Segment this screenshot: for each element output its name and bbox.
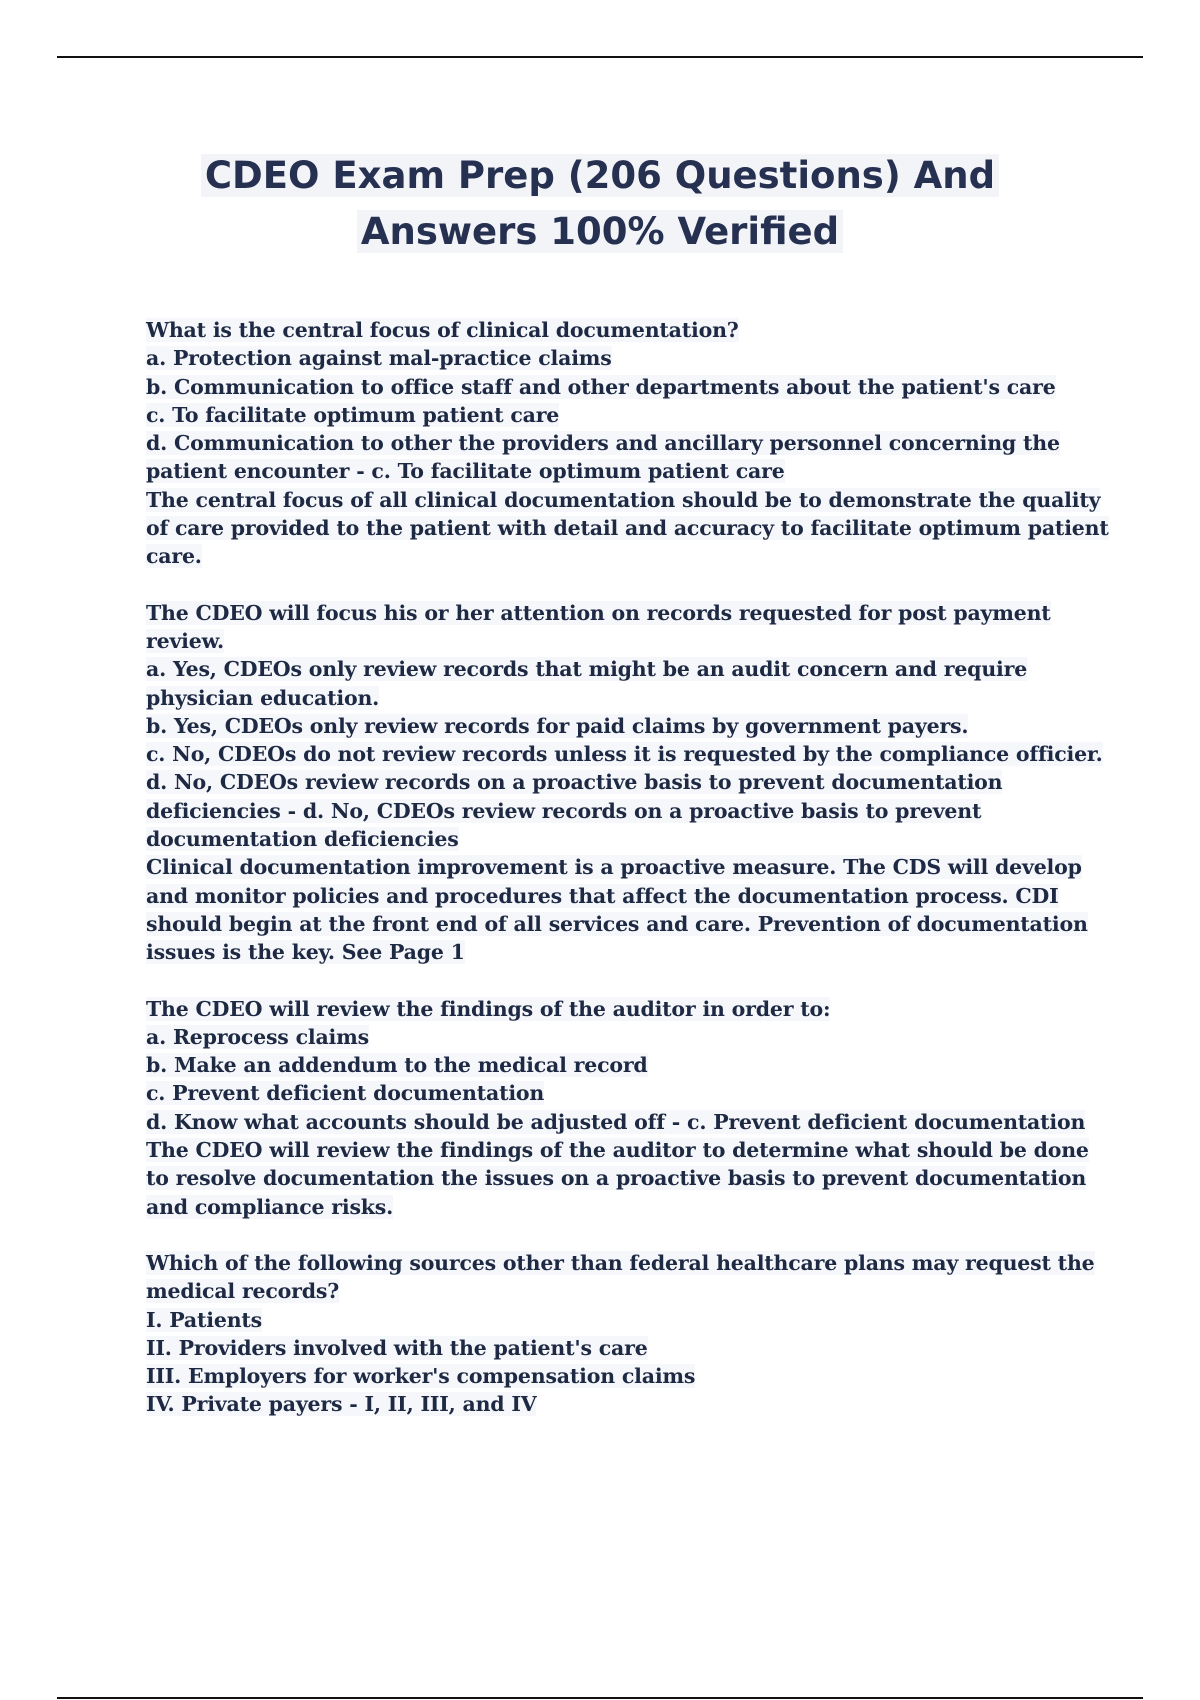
question-text: Clinical documentation improvement is a proactive measure. The CDS will develop bbox=[146, 855, 1082, 880]
question-text-line bbox=[146, 1334, 1092, 1362]
question-text: b. Yes, CDEOs only review records for paid claims by government payers. bbox=[146, 713, 969, 738]
question-text: d. Know what accounts should be adjusted off - c. Prevent deficient documentation bbox=[146, 1109, 1086, 1134]
question-text-line bbox=[146, 910, 1092, 938]
question-block-4 bbox=[146, 1249, 1095, 1419]
question-text-line bbox=[146, 542, 1092, 570]
question-text-line bbox=[146, 599, 1092, 627]
question-text: issues is the key. See Page 1 bbox=[146, 940, 465, 965]
question-block-1 bbox=[146, 316, 1109, 571]
question-text-line bbox=[146, 1164, 1092, 1192]
question-text-line bbox=[146, 882, 1092, 910]
question-text: c. No, CDEOs do not review records unless it is requested by the compliance officier. bbox=[146, 742, 1103, 767]
question-text: IV. Private payers - I, II, III, and IV bbox=[146, 1392, 537, 1417]
question-text-line bbox=[146, 712, 1092, 740]
question-text: d. Communication to other the providers and ancillary personnel concerning the bbox=[146, 431, 1060, 456]
question-text-line bbox=[146, 995, 1092, 1023]
question-text: care. bbox=[146, 544, 202, 569]
question-text: c. To facilitate optimum patient care bbox=[146, 402, 560, 427]
question-text-line bbox=[146, 1051, 1092, 1079]
question-text-line bbox=[146, 655, 1092, 683]
question-text: of care provided to the patient with detail and accuracy to facilitate optimum patient bbox=[146, 516, 1109, 541]
question-text-line bbox=[146, 1362, 1092, 1390]
question-text-line bbox=[146, 1390, 1092, 1418]
question-text-line bbox=[146, 684, 1092, 712]
footer-rule bbox=[57, 1697, 1143, 1699]
question-text-line bbox=[146, 1136, 1092, 1164]
question-block-2 bbox=[146, 599, 1103, 967]
question-text-line bbox=[146, 486, 1101, 514]
question-text-line bbox=[146, 457, 1092, 485]
question-text: The CDEO will focus his or her attention on records requested for post payment bbox=[146, 600, 1051, 625]
question-text-line bbox=[146, 1193, 1092, 1221]
question-text: deficiencies - d. No, CDEOs review records on a proactive basis to prevent bbox=[146, 798, 982, 823]
question-text-line bbox=[146, 1023, 1092, 1051]
header-rule bbox=[57, 56, 1143, 58]
question-text-line bbox=[146, 627, 1092, 655]
question-text: medical records? bbox=[146, 1279, 340, 1304]
question-text: a. Protection against mal-practice claims bbox=[146, 346, 612, 371]
question-text: patient encounter - c. To facilitate optimum patient care bbox=[146, 459, 785, 484]
document-title bbox=[100, 148, 1100, 260]
question-text-line bbox=[146, 1079, 1092, 1107]
question-text: documentation deficiencies bbox=[146, 827, 459, 852]
question-text: What is the central focus of clinical documentation? bbox=[146, 318, 739, 342]
question-text: I. Patients bbox=[146, 1307, 263, 1332]
question-text-line bbox=[146, 740, 1103, 768]
question-text: The CDEO will review the findings of the auditor to determine what should be done bbox=[146, 1138, 1089, 1163]
question-text: III. Employers for worker's compensation claims bbox=[146, 1364, 696, 1389]
title-line-2: Answers 100% Verified bbox=[357, 210, 843, 253]
question-text: to resolve documentation the issues on a proactive basis to prevent documentation bbox=[146, 1166, 1087, 1191]
question-text: Which of the following sources other than federal healthcare plans may request the bbox=[146, 1250, 1095, 1275]
question-text: and monitor policies and procedures that affect the documentation process. CDI bbox=[146, 883, 1059, 908]
question-text: The CDEO will review the findings of the auditor in order to: bbox=[146, 996, 831, 1021]
question-text: c. Prevent deficient documentation bbox=[146, 1081, 545, 1106]
question-text: should begin at the front end of all services and care. Prevention of documentation bbox=[146, 911, 1088, 936]
question-text-line bbox=[146, 316, 1092, 344]
question-text: review. bbox=[146, 628, 224, 653]
question-block-3 bbox=[146, 995, 1092, 1221]
question-text: b. Communication to office staff and other departments about the patient's care bbox=[146, 374, 1056, 399]
question-text-line bbox=[146, 1108, 1092, 1136]
question-text: II. Providers involved with the patient's care bbox=[146, 1335, 648, 1360]
question-text-line bbox=[146, 853, 1092, 881]
question-text-line bbox=[146, 401, 1092, 429]
title-line-1: CDEO Exam Prep (206 Questions) And bbox=[201, 154, 999, 197]
question-text-line bbox=[146, 797, 1092, 825]
question-text-line bbox=[146, 429, 1092, 457]
question-text-line bbox=[146, 373, 1092, 401]
question-text-line bbox=[146, 514, 1109, 542]
question-text-line bbox=[146, 938, 1092, 966]
question-text: a. Yes, CDEOs only review records that might be an audit concern and require bbox=[146, 657, 1028, 682]
question-text-line bbox=[146, 344, 1092, 372]
question-text: a. Reprocess claims bbox=[146, 1024, 369, 1049]
question-text-line bbox=[146, 1249, 1095, 1277]
question-text-line bbox=[146, 1277, 1092, 1305]
question-text-line bbox=[146, 768, 1092, 796]
question-list bbox=[146, 316, 1109, 1447]
question-text-line bbox=[146, 1306, 1092, 1334]
question-text-line bbox=[146, 825, 1092, 853]
question-text: and compliance risks. bbox=[146, 1194, 394, 1219]
question-text: physician education. bbox=[146, 685, 380, 710]
question-text: b. Make an addendum to the medical record bbox=[146, 1053, 648, 1078]
question-text: The central focus of all clinical documentation should be to demonstrate the quality bbox=[146, 487, 1101, 512]
question-text: d. No, CDEOs review records on a proactive basis to prevent documentation bbox=[146, 770, 1003, 795]
